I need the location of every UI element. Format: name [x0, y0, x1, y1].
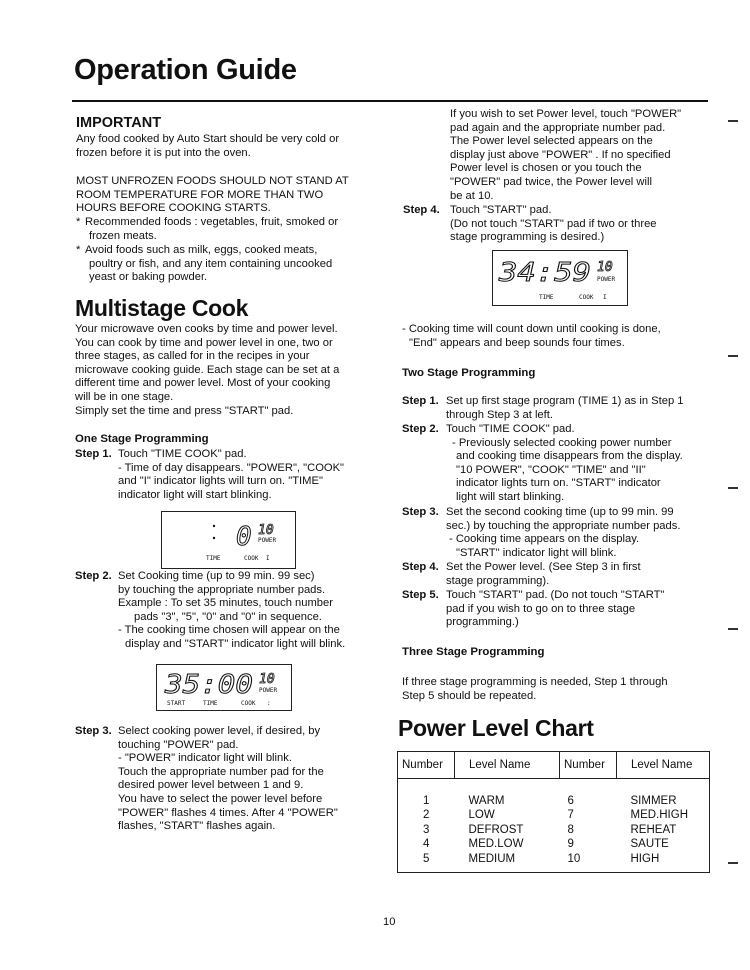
margin-mark — [728, 355, 738, 357]
margin-mark — [728, 862, 738, 864]
power-level-table — [397, 751, 710, 873]
margin-mark — [728, 628, 738, 630]
lcd-power-level: 10 — [258, 523, 274, 538]
one-stage-step-4: Touch "START" pad. (Do not touch "START" pad if two or three stage programming is desired.) — [450, 204, 657, 244]
two-stage-step-5: Touch "START" pad. (Do not touch "START" pad if you wish to go on to three stage programming.) — [446, 589, 665, 629]
step-label: Step 3. — [75, 725, 112, 737]
one-stage-step-2: Set Cooking time (up to 99 min. 99 sec) by touching the appropriate number pads. Example : To set 35 minutes, touch number pads "3", "5", "0" and "0" in sequence. - The cooking time chosen will appear on the display and "START" indicator light will blink. — [118, 570, 346, 650]
lcd-power-level: 10 — [597, 260, 613, 275]
col-header-number: Number — [398, 752, 455, 779]
three-stage-text: If three stage programming is needed, Step 1 through Step 5 should be repeated. — [402, 676, 668, 702]
lcd-cook-label: COOK — [241, 700, 256, 707]
lcd-start-label: START — [167, 700, 186, 707]
table-row: 1 WARM 6 SIMMER — [398, 794, 710, 809]
lcd-cook-label: COOK — [244, 555, 259, 562]
lcd-power-label: POWER — [259, 687, 278, 694]
title-divider — [72, 100, 708, 102]
multistage-intro: Your microwave oven cooks by time and power level. You can cook by time and power level in one, two or three stages, as called for in the recipes in your microwave cooking guide. Each stage can be set at a different time and power level. Most of your cooking will be in one stage. Simply set the time and press "START" pad. — [75, 323, 340, 417]
col-header-level-name: Level Name — [469, 759, 531, 771]
one-stage-heading: One Stage Programming — [75, 433, 209, 445]
page-title: Operation Guide — [74, 54, 297, 86]
two-stage-step-4: Set the Power level. (See Step 3 in first stage programming). — [446, 561, 641, 587]
power-level-continued: If you wish to set Power level, touch "POWER" pad again and the appropriate number pad. The Power level selected appears on the display just above "POWER" . If no specified Power level is chosen or you touch the "POWER" pad twice, the Power level will be at 10. — [450, 108, 682, 202]
step-label: Step 4. — [402, 561, 439, 573]
two-stage-step-1: Set up first stage program (TIME 1) as in Step 1 through Step 3 at left. — [446, 395, 684, 421]
step-label: Step 2. — [75, 570, 112, 582]
power-level-table-wrap — [397, 751, 710, 873]
lcd-power-level: 10 — [259, 672, 275, 687]
lcd-time-label: TIME — [539, 294, 554, 301]
countdown-note: - Cooking time will count down until cooking is done, "End" appears and beep sounds four times. — [402, 323, 661, 349]
step-label: Step 4. — [403, 204, 440, 216]
lcd-digits: 35:00 — [163, 670, 253, 700]
lcd-power-label: POWER — [597, 276, 616, 283]
lcd-digits: 0 — [236, 522, 252, 552]
lcd-display-time — [156, 664, 292, 711]
bullet-star: * — [76, 216, 81, 228]
step-label: Step 5. — [402, 589, 439, 601]
important-bullet-2: Avoid foods such as milk, eggs, cooked meats, poultry or fish, and any item containing uncooked yeast or baking powder. — [85, 244, 333, 284]
margin-mark — [728, 487, 738, 489]
two-stage-heading: Two Stage Programming — [402, 367, 536, 379]
margin-mark — [728, 120, 738, 122]
lcd-display-countdown — [492, 250, 628, 306]
col-header-number: Number — [560, 752, 617, 779]
important-para-2: MOST UNFROZEN FOODS SHOULD NOT STAND AT ROOM TEMPERATURE FOR MORE THAN TWO HOURS BEFORE COOKING STARTS. — [76, 175, 349, 215]
important-heading: IMPORTANT — [76, 115, 162, 131]
one-stage-step-1: Touch "TIME COOK" pad. - Time of day disappears. "POWER", "COOK" and "I" indicator lights will turn on. "TIME" indicator light will start blinking. — [118, 448, 345, 501]
two-stage-step-2: Touch "TIME COOK" pad. - Previously selected cooking power number and cooking time disappears from the display. "10 POWER", "COOK" "TIME" and "II" indicator lights turn on. "START" indicator light will start blinking. — [446, 423, 683, 503]
one-stage-step-3: Select cooking power level, if desired, by touching "POWER" pad. - "POWER" indicator light will blink. Touch the appropriate number pad for the desired power level between 1 and 9. You have to select the power level before "POWER" flashes 4 times. After 4 "POWER" flashes, "START" flashes again. — [118, 725, 338, 833]
important-bullet-1: Recommended foods : vegetables, fruit, smoked or frozen meats. — [85, 216, 339, 242]
important-para-1: Any food cooked by Auto Start should be very cold or frozen before it is put into the oven. — [76, 133, 340, 159]
power-chart-heading: Power Level Chart — [398, 715, 594, 741]
table-row: 3 DEFROST 8 REHEAT — [398, 823, 710, 838]
lcd-stage-indicator: I — [266, 555, 270, 562]
step-label: Step 1. — [402, 395, 439, 407]
lcd-time-label: TIME — [206, 555, 221, 562]
lcd-stage-indicator: I — [603, 294, 607, 301]
page-number: 10 — [383, 916, 396, 928]
lcd-cook-label: COOK — [579, 294, 594, 301]
lcd-display-power — [161, 511, 296, 569]
lcd-digits: 34:59 — [497, 258, 591, 288]
three-stage-heading: Three Stage Programming — [402, 646, 545, 658]
bullet-star: * — [76, 244, 81, 256]
step-label: Step 3. — [402, 506, 439, 518]
table-row: 4 MED.LOW 9 SAUTE — [398, 837, 710, 852]
two-stage-step-3: Set the second cooking time (up to 99 min. 99 sec.) by touching the appropriate number pads. - Cooking time appears on the display. "START" indicator light will blink. — [446, 506, 681, 559]
lcd-time-label: TIME — [203, 700, 218, 707]
table-row: 2 LOW 7 MED.HIGH — [398, 808, 710, 823]
step-label: Step 1. — [75, 448, 112, 460]
table-row: 5 MEDIUM 10 HIGH — [398, 852, 710, 873]
step-label: Step 2. — [402, 423, 439, 435]
lcd-power-label: POWER — [258, 537, 277, 544]
multistage-heading: Multistage Cook — [75, 295, 249, 321]
lcd-stage-indicator: : — [267, 700, 271, 707]
col-header-level-name: Level Name — [617, 752, 710, 779]
